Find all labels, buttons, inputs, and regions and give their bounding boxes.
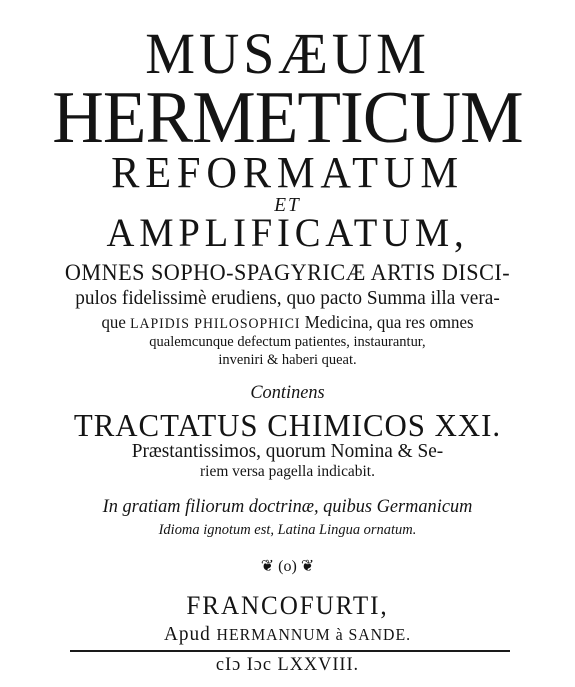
imprint-place: FRANCOFURTI, xyxy=(186,591,389,620)
subtitle-line-5: inveniri & haberi queat. xyxy=(218,352,357,368)
dedication-line-1: In gratiam filiorum doctrinæ, quibus Germanicum xyxy=(102,496,473,517)
imprint-publisher xyxy=(10,623,565,646)
subtitle-line-3-pre: que xyxy=(101,312,131,332)
imprint-apud: Apud xyxy=(164,623,217,645)
title-musaeum: MUSÆUM xyxy=(145,21,430,86)
printers-ornament: ❦ (o) ❦ xyxy=(260,558,315,575)
subtitle-line-3-post: Medicina, qua res omnes xyxy=(300,312,474,332)
title-hermeticum: HERMETICUM xyxy=(52,77,523,159)
tractatus-desc-2: riem versa pagella indicabit. xyxy=(200,463,375,480)
dedication-line-2: Idioma ignotum est, Latina Lingua ornatum. xyxy=(158,522,417,538)
title-et: ET xyxy=(274,194,301,216)
imprint-date: cIɔ Iɔc LXXVIII. xyxy=(215,654,360,675)
subtitle-line-1: OMNES SOPHO-SPAGYRICÆ ARTIS DISCI- xyxy=(64,260,511,285)
title-amplificatum: AMPLIFICATUM, xyxy=(106,210,469,255)
tractatus-desc-1: Præstantissimos, quorum Nomina & Se- xyxy=(131,440,444,462)
imprint-publisher-name: HERMANNUM à SANDE. xyxy=(216,625,411,644)
subtitle-line-3 xyxy=(10,312,565,334)
subtitle-line-4: qualemcunque defectum patientes, instaurantur, xyxy=(149,334,426,350)
subtitle-line-2: pulos fidelissimè erudiens, quo pacto Summa illa vera- xyxy=(75,287,500,309)
tractatus-heading: TRACTATUS CHIMICOS XXI. xyxy=(73,407,502,443)
title-reformatum: REFORMATUM xyxy=(111,148,464,197)
lapidis-philosophici: LAPIDIS PHILOSOPHICI xyxy=(130,316,301,332)
imprint-rule xyxy=(70,650,510,652)
continens: Continens xyxy=(250,382,325,403)
